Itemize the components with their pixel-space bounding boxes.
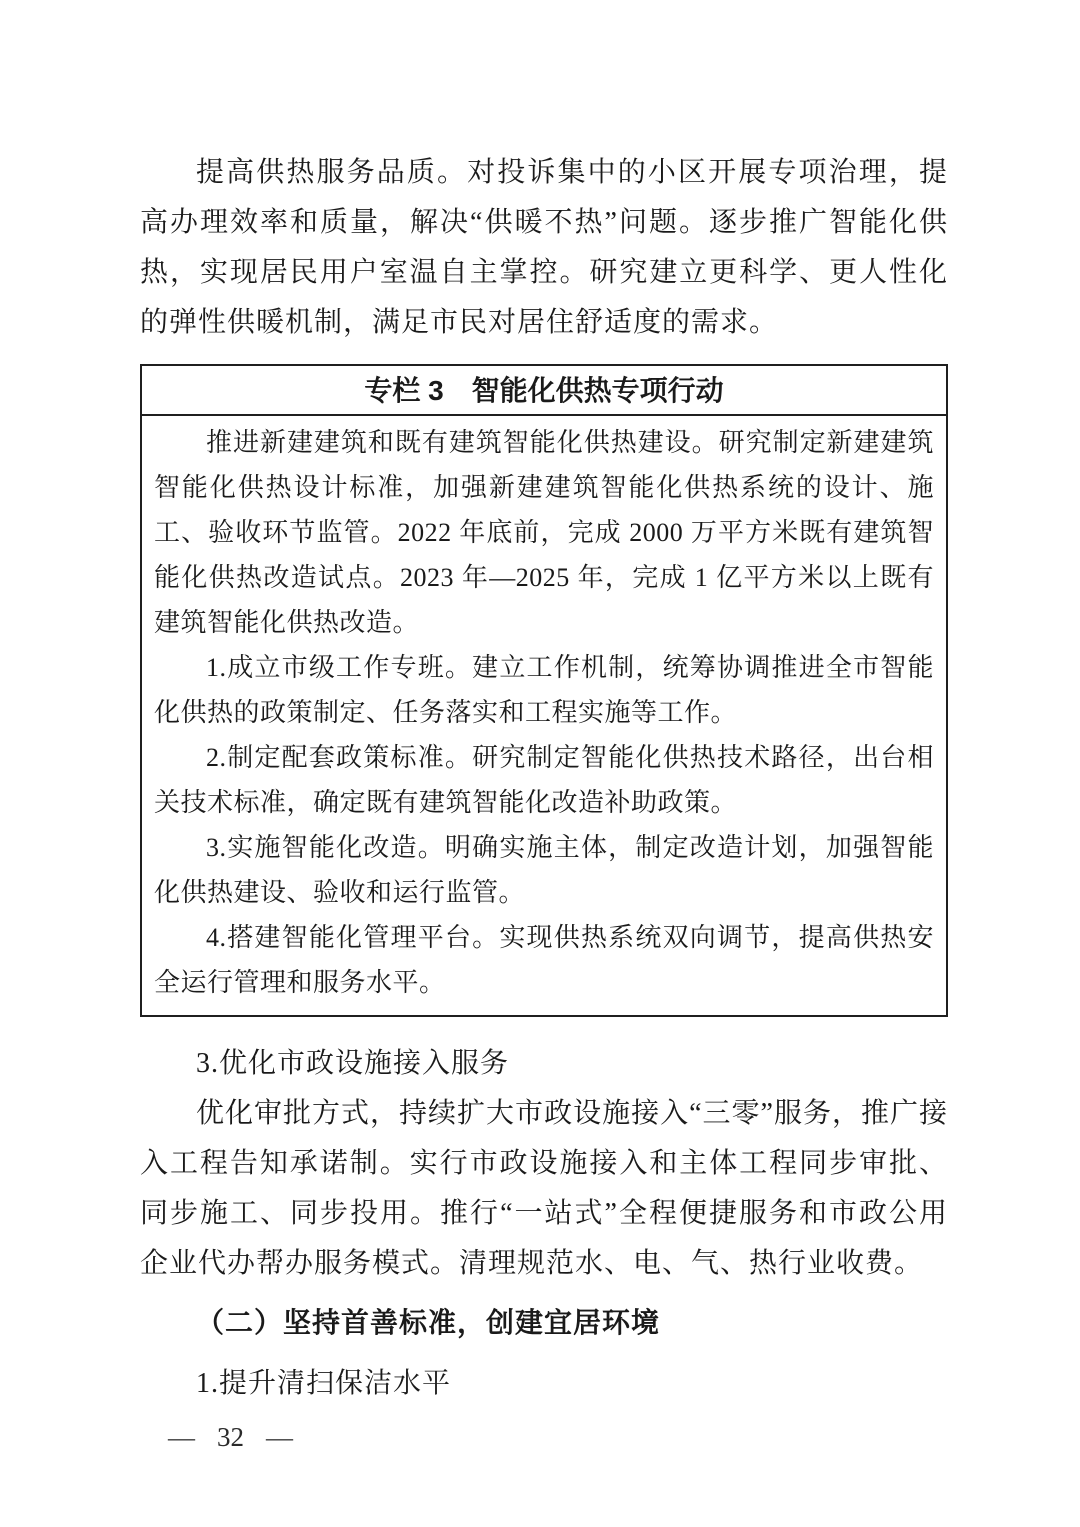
box-paragraph-overview: 推进新建建筑和既有建筑智能化供热建设。研究制定新建建筑智能化供热设计标准，加强新建建筑智能化供热系统的设计、施工、验收环节监管。2022 年底前，完成 2000 万平方米既有建筑智能化供热改造试点。2023 年—2025 年，完成 1 亿平方米以上既有建筑智能化供热改造。: [154, 428, 934, 637]
section-2-heading: （二）坚持首善标准，创建宜居环境: [196, 1308, 661, 1339]
section-3-body: 优化审批方式，持续扩大市政设施接入“三零”服务，推广接入工程告知承诺制。实行市政设施接入和主体工程同步审批、同步施工、同步投用。推行“一站式”全程便捷服务和市政公用企业代办帮办服务模式。清理规范水、电、气、热行业收费。: [140, 1098, 948, 1279]
page-footer: [140, 1417, 948, 1457]
footer-dash-left: —: [168, 1422, 195, 1452]
column-3-box: [140, 364, 948, 1017]
box-paragraph-item-1: 1.成立市级工作专班。建立工作机制，统筹协调推进全市智能化供热的政策制定、任务落实和工程实施等工作。: [154, 653, 934, 727]
box-paragraph-item-3: 3.实施智能化改造。明确实施主体，制定改造计划，加强智能化供热建设、验收和运行监管。: [154, 833, 934, 907]
column-3-box-title: 专栏 3 智能化供热专项行动: [142, 366, 946, 416]
box-paragraph-item-2: 2.制定配套政策标准。研究制定智能化供热技术路径，出台相关技术标准，确定既有建筑智能化改造补助政策。: [154, 743, 934, 817]
item-1-heading: 1.提升清扫保洁水平: [196, 1368, 452, 1399]
intro-paragraph: 提高供热服务品质。对投诉集中的小区开展专项治理，提高办理效率和质量，解决“供暖不热”问题。逐步推广智能化供热，实现居民用户室温自主掌控。研究建立更科学、更人性化的弹性供暖机制，满足市民对居住舒适度的需求。: [140, 157, 948, 338]
footer-dash-right: —: [266, 1422, 293, 1452]
section-3-heading: 3.优化市政设施接入服务: [196, 1048, 510, 1079]
column-3-box-body: [142, 416, 946, 1015]
page-number: 32: [217, 1422, 244, 1452]
box-paragraph-item-4: 4.搭建智能化管理平台。实现供热系统双向调节，提高供热安全运行管理和服务水平。: [154, 923, 934, 997]
